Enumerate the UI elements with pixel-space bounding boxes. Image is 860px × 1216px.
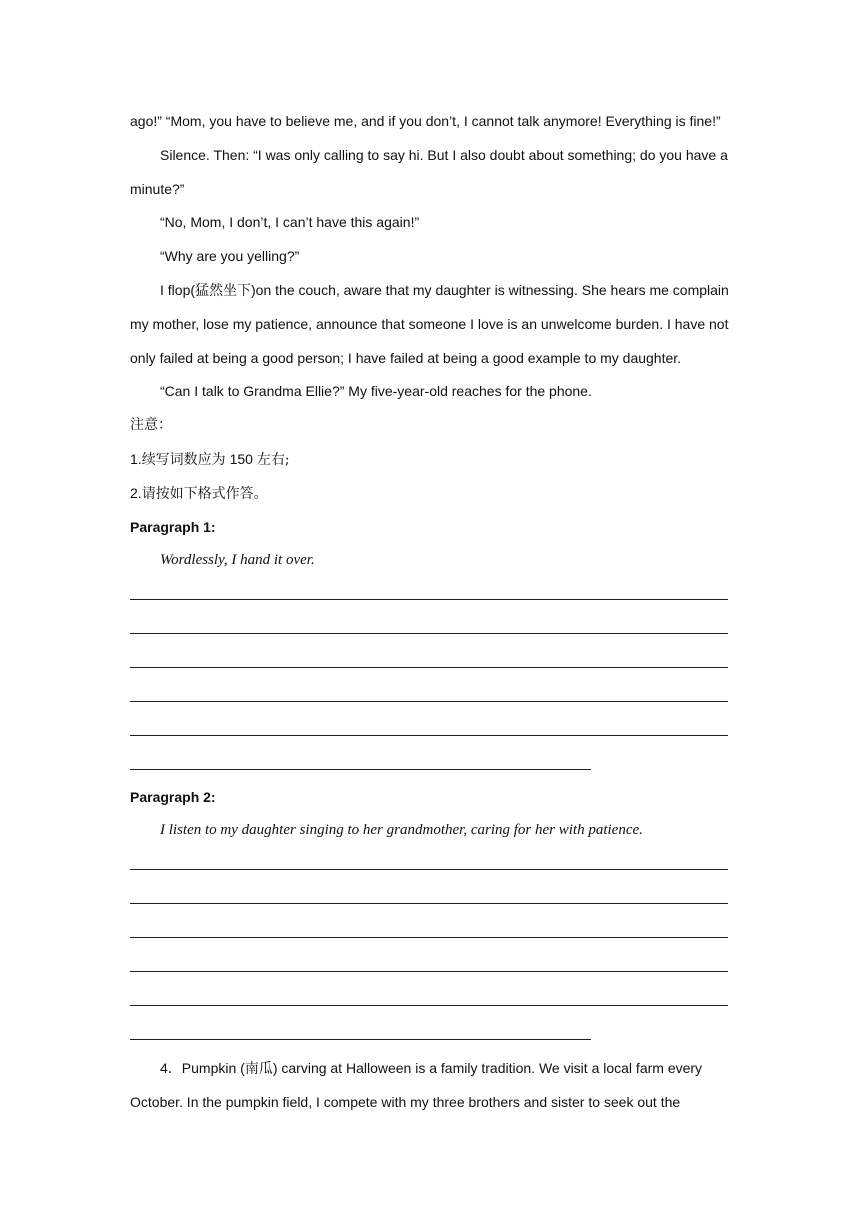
question-4-line xyxy=(160,1058,730,1079)
writing-line[interactable] xyxy=(130,1039,591,1040)
story-text-line: only failed at being a good person; I have failed at being a good example to my daughter. xyxy=(130,350,682,366)
writing-line[interactable] xyxy=(130,769,591,770)
story-text-line: minute?” xyxy=(130,181,185,197)
writing-line[interactable] xyxy=(130,701,728,702)
text-segment: 150 xyxy=(225,451,257,467)
question-number: 4． xyxy=(160,1060,182,1076)
story-text-line: my mother, lose my patience, announce that someone I love is an unwelcome burden. I have not xyxy=(130,316,729,332)
writing-line[interactable] xyxy=(130,903,728,904)
text-segment: )on the couch, aware that my daughter is witnessing. She hears me complain xyxy=(251,282,729,298)
writing-line[interactable] xyxy=(130,971,728,972)
text-segment: ) carving at Halloween is a family tradition. We visit a local farm every xyxy=(272,1060,703,1076)
writing-line[interactable] xyxy=(130,937,728,938)
text-segment: 请按如下格式作答。 xyxy=(141,486,268,502)
paragraph-2-opening: I listen to my daughter singing to her grandmother, caring for her with patience. xyxy=(160,822,643,838)
text-segment: 续写词数应为 xyxy=(141,452,226,468)
paragraph-1-opening: Wordlessly, I hand it over. xyxy=(160,552,315,568)
notes-heading: 注意： xyxy=(130,417,172,433)
notes-item xyxy=(130,449,730,470)
story-text-line: “No, Mom, I don’t, I can’t have this again!” xyxy=(160,214,420,230)
chinese-gloss: 猛然坐下 xyxy=(195,283,252,299)
writing-line[interactable] xyxy=(130,869,728,870)
paragraph-1-label: Paragraph 1: xyxy=(130,519,216,535)
writing-line[interactable] xyxy=(130,633,728,634)
story-text-line: ago!” “Mom, you have to believe me, and if you don’t, I cannot talk anymore! Everything is fine!” xyxy=(130,113,721,129)
text-segment: 左右; xyxy=(256,452,290,468)
story-text-line: Silence. Then: “I was only calling to say hi. But I also doubt about something; do you have a xyxy=(160,147,728,163)
writing-line[interactable] xyxy=(130,1005,728,1006)
story-text-line: “Can I talk to Grandma Ellie?” My five-year-old reaches for the phone. xyxy=(160,383,592,399)
text-segment: I flop( xyxy=(160,282,196,298)
paragraph-2-label: Paragraph 2: xyxy=(130,789,216,805)
chinese-gloss: 南瓜 xyxy=(244,1061,273,1077)
writing-line[interactable] xyxy=(130,667,728,668)
story-text-line xyxy=(160,280,730,301)
question-4-line: October. In the pumpkin field, I compete with my three brothers and sister to seek out the xyxy=(130,1094,681,1110)
story-text-line: “Why are you yelling?” xyxy=(160,248,300,264)
writing-line[interactable] xyxy=(130,599,728,600)
text-segment: 2. xyxy=(130,485,142,501)
notes-item xyxy=(130,483,730,504)
writing-line[interactable] xyxy=(130,735,728,736)
text-segment: Pumpkin ( xyxy=(181,1060,245,1076)
text-segment: 1. xyxy=(130,451,142,467)
